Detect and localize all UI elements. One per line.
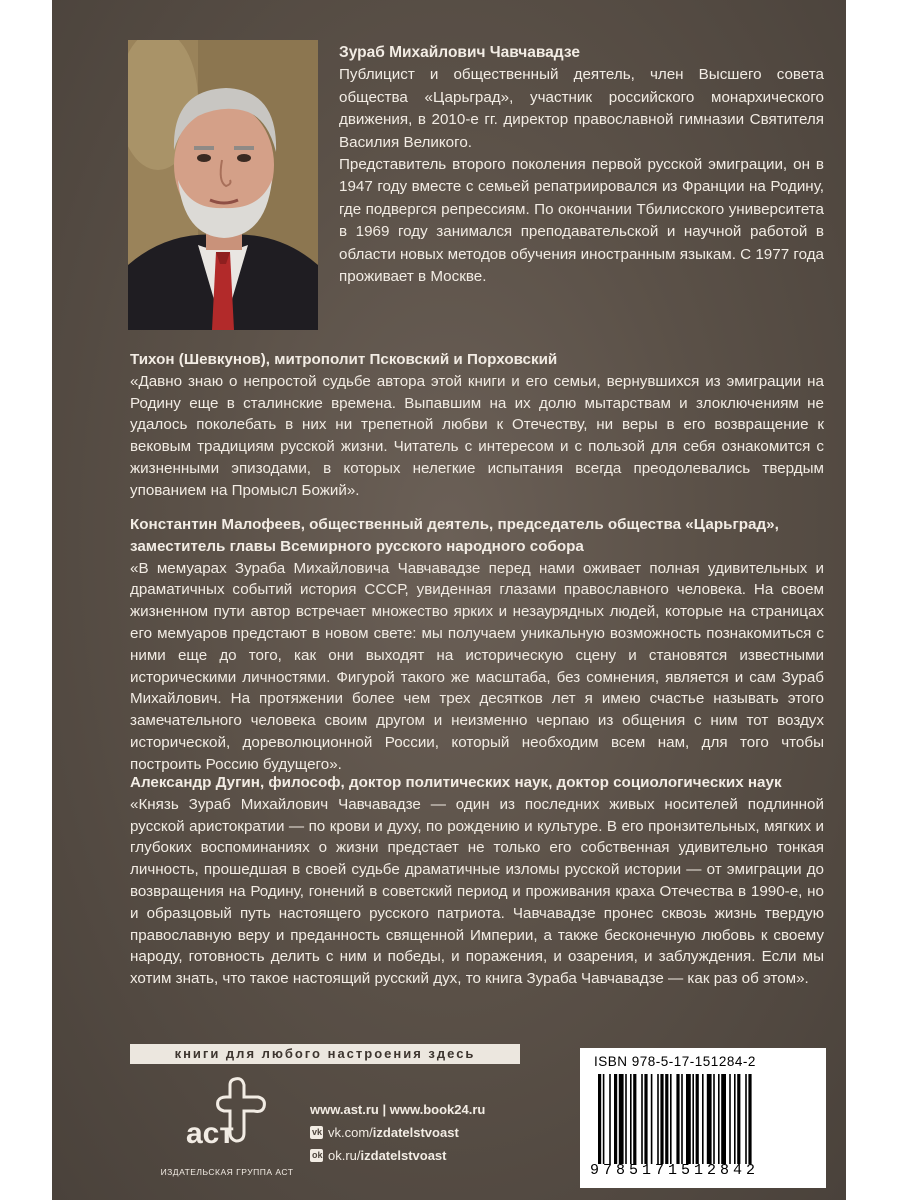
barcode-bar: [692, 1074, 694, 1164]
review-malofeev: [130, 514, 824, 776]
back-cover: [52, 0, 846, 1200]
barcode-number: 9785171512842: [590, 1162, 760, 1179]
barcode-icon: [594, 1074, 814, 1164]
barcode-bar: [734, 1074, 736, 1164]
ok-prefix: ok.ru/: [328, 1148, 361, 1163]
website-links[interactable]: www.ast.ru | www.book24.ru: [310, 1102, 486, 1117]
barcode-bar: [651, 1074, 653, 1164]
author-name: Зураб Михайлович Чавчавадзе: [339, 44, 580, 61]
review-author: Александр Дугин, философ, доктор политических наук, доктор социологических наук: [130, 774, 782, 791]
barcode-bar: [660, 1074, 663, 1164]
barcode-bar: [696, 1074, 699, 1164]
review-text: «Князь Зураб Михайлович Чавчавадзе — один из последних живых носителей подлинной русской аристократии — по крови и духу, по рождению и культуре. В его пронзительных, мягких и глубоких воспоминаниях о жизни предстает не только его собственная удивительно тонкая личность, прошедшая в своей судьбе драматичные изломы русской истории — от эмиграции до возвращения на Родину, гонений в советский период и проживания краха Отечества в 1990-е, но и образцовый путь настоящего русского патриота. Чавчавадзе пронес сквозь жизнь твердую православную веру и преданность священной Империи, а также бесконечную любовь к своему народу, готовность делить с ним и победы, и поражения, и озарения, и заблуждения. Если мы хотим знать, что такое настоящий русский дух, то книга Зураба Чавчавадзе — как раз об этом».: [130, 795, 824, 988]
barcode-bar: [609, 1074, 611, 1164]
barcode-bar: [718, 1074, 720, 1164]
barcode-bar: [729, 1074, 731, 1164]
barcode-bar: [707, 1074, 712, 1164]
review-author: Константин Малофеев, общественный деятель, председатель общества «Царьград», заместитель главы Всемирного русского народного собора: [130, 516, 779, 555]
barcode-bar: [748, 1074, 751, 1164]
barcode-bar: [630, 1074, 632, 1164]
barcode-bar: [625, 1074, 627, 1164]
barcode-bar: [603, 1074, 605, 1164]
barcode-bar: [721, 1074, 726, 1164]
ast-logo: [152, 1075, 302, 1190]
bio-paragraph-2: Представитель второго поколения первой русской эмиграции, он в 1947 году вместе с семьей репатриировался из Франции на Родину, где подвергся репрессиям. По окончании Тбилисского университета в 1969 году занимался преподавательской и научной работой в области новых методов обучения иностранным языкам. С 1977 года проживает в Москве.: [339, 156, 824, 286]
publisher-links: [310, 1102, 485, 1163]
ok-handle: izdatelstvoast: [360, 1148, 447, 1163]
barcode-bar: [681, 1074, 683, 1164]
barcode-bar: [657, 1074, 659, 1164]
author-portrait-image: [128, 40, 318, 330]
barcode-panel: [580, 1048, 826, 1188]
vk-handle: izdatelstvoast: [372, 1125, 459, 1140]
bio-paragraph-1: Публицист и общественный деятель, член Высшего совета общества «Царьград», участник российского монархического движения, в 2010-е гг. директор православной гимназии Святителя Василия Великого.: [339, 66, 824, 151]
review-author: Тихон (Шевкунов), митрополит Псковский и Порховский: [130, 351, 558, 368]
barcode-bar: [713, 1074, 715, 1164]
barcode-bar: [670, 1074, 672, 1164]
barcode-bar: [745, 1074, 747, 1164]
review-dugin: [130, 772, 824, 990]
slogan-banner: книги для любого настроения здесь: [130, 1044, 520, 1064]
ok-link[interactable]: [310, 1148, 485, 1163]
barcode-bar: [598, 1074, 601, 1164]
barcode-bar: [633, 1074, 636, 1164]
author-photo: [128, 40, 318, 330]
vk-prefix: vk.com/: [328, 1125, 373, 1140]
logo-text: аст: [186, 1117, 235, 1150]
barcode-bar: [737, 1074, 740, 1164]
vk-link[interactable]: [310, 1125, 485, 1140]
ok-icon: ok: [312, 1150, 323, 1160]
barcode-bar: [641, 1074, 643, 1164]
barcode-bar: [676, 1074, 679, 1164]
author-bio: [339, 42, 824, 288]
vk-icon: vk: [312, 1127, 323, 1137]
isbn-label: ISBN 978-5-17-151284-2: [594, 1054, 756, 1069]
review-tikhon: [130, 349, 824, 502]
barcode-bar: [665, 1074, 668, 1164]
ast-cross-icon: [180, 1075, 270, 1155]
review-text: «В мемуарах Зураба Михайловича Чавчавадзе перед нами оживает полная удивительных и драматичных событий история СССР, увиденная глазами православного человека. На своем жизненном пути автор встречает множество ярких и незаурядных людей, которые на страницах его мемуаров предстают в новом свете: мы получаем уникальную возможность познакомиться с ними еще до того, как они выходят на историческую сцену и становятся известными историческими личностями. Фигурой такого же масштаба, без сомнения, является и сам Зураб Михайлович. На протяжении более чем трех десятков лет я имею счастье называть этого замечательного человека своим другом и неизменно черпаю из общения с ним тот воздух исторической, дореволюционной России, который необходим всем нам, для того чтобы построить Россию будущего».: [130, 559, 824, 773]
barcode-bar: [686, 1074, 691, 1164]
barcode-bar: [702, 1074, 704, 1164]
barcode-bar: [644, 1074, 647, 1164]
barcode-bar: [619, 1074, 624, 1164]
review-text: «Давно знаю о непростой судьбе автора этой книги и его семьи, вернувшихся из эмиграции на Родину еще в сталинские времена. Выпавшим на их долю мытарствам и злоключениям не удалось поколебать в них ни трепетной любви к Отечеству, ни веры в его возвращение к вековым традициям русской жизни. Читатель с интересом и с пользой для себя ознакомится с жизненными эпизодами, в которых нелегкие испытания всегда преодолевались твердым упованием на Промысл Божий».: [130, 372, 824, 499]
barcode-bar: [614, 1074, 617, 1164]
publisher-name: ИЗДАТЕЛЬСКАЯ ГРУППА АСТ: [160, 1167, 294, 1177]
